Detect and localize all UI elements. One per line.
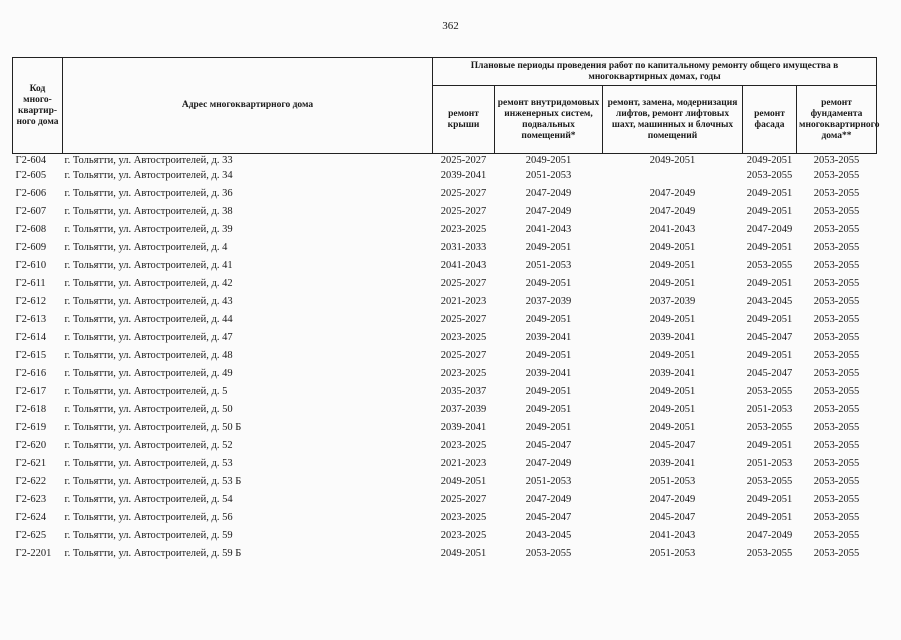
- cell-lift-period: 2049-2051: [649, 314, 696, 325]
- cell-roof-period: 2025-2027: [440, 206, 487, 217]
- cell-facade-period: 2045-2047: [746, 368, 793, 379]
- cell-lift-period: 2045-2047: [649, 440, 696, 451]
- cell-address: г. Тольятти, ул. Автостроителей, д. 59 Б: [64, 548, 242, 559]
- cell-foundation-period: 2053-2055: [813, 260, 860, 271]
- cell-lift-period: 2047-2049: [649, 206, 696, 217]
- cell-lift-period: 2049-2051: [649, 260, 696, 271]
- cell-foundation-period: 2053-2055: [813, 440, 860, 451]
- cell-engineering-period: 2047-2049: [525, 206, 572, 217]
- cell-address: г. Тольятти, ул. Автостроителей, д. 59: [64, 530, 233, 541]
- cell-engineering-period: 2049-2051: [525, 278, 572, 289]
- cell-lift-period: 2045-2047: [649, 512, 696, 523]
- cell-foundation-period: 2053-2055: [813, 458, 860, 469]
- header-lift-repair: ремонт, замена, модернизация лифтов, ремонт лифтовых шахт, машинных и блочных помещений: [603, 86, 743, 154]
- table-row: [13, 239, 877, 257]
- cell-engineering-period: 2047-2049: [525, 458, 572, 469]
- capital-repair-table: [12, 57, 880, 563]
- cell-address: г. Тольятти, ул. Автостроителей, д. 42: [64, 278, 233, 289]
- table-row: [13, 401, 877, 419]
- cell-foundation-period: 2053-2055: [813, 314, 860, 325]
- cell-roof-period: 2023-2025: [440, 332, 487, 343]
- cell-roof-period: 2025-2027: [440, 155, 487, 166]
- cell-roof-period: 2023-2025: [440, 530, 487, 541]
- table-row: [13, 455, 877, 473]
- table-row: [13, 509, 877, 527]
- cell-foundation-period: 2053-2055: [813, 350, 860, 361]
- cell-building-code: Г2-625: [15, 530, 47, 541]
- table-row: [13, 491, 877, 509]
- cell-address: г. Тольятти, ул. Автостроителей, д. 34: [64, 170, 233, 181]
- cell-foundation-period: 2053-2055: [813, 494, 860, 505]
- table-header: [13, 58, 880, 154]
- cell-engineering-period: 2049-2051: [525, 242, 572, 253]
- cell-facade-period: 2051-2053: [746, 404, 793, 415]
- cell-roof-period: 2049-2051: [440, 548, 487, 559]
- cell-address: г. Тольятти, ул. Автостроителей, д. 33: [64, 155, 233, 166]
- cell-engineering-period: 2053-2055: [525, 548, 572, 559]
- cell-engineering-period: 2049-2051: [525, 404, 572, 415]
- cell-foundation-period: 2053-2055: [813, 206, 860, 217]
- cell-roof-period: 2025-2027: [440, 350, 487, 361]
- cell-engineering-period: 2049-2051: [525, 386, 572, 397]
- cell-foundation-period: 2053-2055: [813, 242, 860, 253]
- cell-address: г. Тольятти, ул. Автостроителей, д. 5: [64, 386, 228, 397]
- cell-roof-period: 2035-2037: [440, 386, 487, 397]
- cell-engineering-period: 2047-2049: [525, 188, 572, 199]
- cell-facade-period: 2049-2051: [746, 314, 793, 325]
- page-number: 362: [442, 20, 459, 32]
- cell-roof-period: 2025-2027: [440, 188, 487, 199]
- cell-engineering-period: 2045-2047: [525, 440, 572, 451]
- cell-engineering-period: 2051-2053: [525, 476, 572, 487]
- cell-lift-period: 2051-2053: [649, 476, 696, 487]
- cell-engineering-period: 2049-2051: [525, 422, 572, 433]
- cell-address: г. Тольятти, ул. Автостроителей, д. 52: [64, 440, 233, 451]
- cell-facade-period: 2047-2049: [746, 530, 793, 541]
- cell-address: г. Тольятти, ул. Автостроителей, д. 36: [64, 188, 233, 199]
- table-row: [13, 203, 877, 221]
- cell-engineering-period: 2039-2041: [525, 368, 572, 379]
- cell-roof-period: 2023-2025: [440, 440, 487, 451]
- cell-foundation-period: 2053-2055: [813, 332, 860, 343]
- cell-building-code: Г2-612: [15, 296, 47, 307]
- cell-building-code: Г2-613: [15, 314, 47, 325]
- cell-engineering-period: 2039-2041: [525, 332, 572, 343]
- cell-building-code: Г2-620: [15, 440, 47, 451]
- cell-address: г. Тольятти, ул. Автостроителей, д. 53 Б: [64, 476, 242, 487]
- header-facade-repair: ремонт фасада: [743, 86, 797, 154]
- cell-facade-period: 2049-2051: [746, 494, 793, 505]
- cell-lift-period: 2049-2051: [649, 350, 696, 361]
- cell-building-code: Г2-622: [15, 476, 47, 487]
- cell-lift-period: 2049-2051: [649, 242, 696, 253]
- cell-facade-period: 2049-2051: [746, 512, 793, 523]
- table-body: [13, 154, 877, 564]
- table-row: [13, 221, 877, 239]
- cell-facade-period: 2049-2051: [746, 350, 793, 361]
- cell-facade-period: 2049-2051: [746, 155, 793, 166]
- cell-lift-period: 2049-2051: [649, 386, 696, 397]
- cell-engineering-period: 2049-2051: [525, 155, 572, 166]
- header-building-code: Код много-квартир-ного дома: [13, 58, 63, 154]
- cell-building-code: Г2-2201: [15, 548, 52, 559]
- cell-facade-period: 2047-2049: [746, 224, 793, 235]
- table-row: [13, 419, 877, 437]
- table-row: [13, 167, 877, 185]
- cell-roof-period: 2039-2041: [440, 170, 487, 181]
- cell-address: г. Тольятти, ул. Автостроителей, д. 48: [64, 350, 233, 361]
- header-roof-repair: ремонт крыши: [433, 86, 495, 154]
- cell-engineering-period: 2049-2051: [525, 350, 572, 361]
- cell-facade-period: 2051-2053: [746, 458, 793, 469]
- cell-address: г. Тольятти, ул. Автостроителей, д. 50: [64, 404, 233, 415]
- cell-lift-period: 2049-2051: [649, 422, 696, 433]
- cell-foundation-period: 2053-2055: [813, 530, 860, 541]
- cell-address: г. Тольятти, ул. Автостроителей, д. 38: [64, 206, 233, 217]
- cell-building-code: Г2-615: [15, 350, 47, 361]
- header-address: Адрес многоквартирного дома: [63, 58, 433, 154]
- table-row: [13, 437, 877, 455]
- table-row: [13, 365, 877, 383]
- table-row: [13, 383, 877, 401]
- cell-address: г. Тольятти, ул. Автостроителей, д. 53: [64, 458, 233, 469]
- cell-roof-period: 2025-2027: [440, 314, 487, 325]
- header-foundation-repair: ремонт фундамента многоквартирного дома**: [797, 86, 877, 154]
- cell-address: г. Тольятти, ул. Автостроителей, д. 41: [64, 260, 233, 271]
- cell-foundation-period: 2053-2055: [813, 404, 860, 415]
- cell-lift-period: 2041-2043: [649, 224, 696, 235]
- cell-facade-period: 2049-2051: [746, 188, 793, 199]
- table-row: [13, 275, 877, 293]
- cell-lift-period: 2049-2051: [649, 278, 696, 289]
- cell-foundation-period: 2053-2055: [813, 170, 860, 181]
- cell-address: г. Тольятти, ул. Автостроителей, д. 39: [64, 224, 233, 235]
- cell-lift-period: 2039-2041: [649, 458, 696, 469]
- cell-roof-period: 2025-2027: [440, 278, 487, 289]
- cell-facade-period: 2053-2055: [746, 170, 793, 181]
- cell-roof-period: 2049-2051: [440, 476, 487, 487]
- cell-building-code: Г2-614: [15, 332, 47, 343]
- cell-roof-period: 2031-2033: [440, 242, 487, 253]
- cell-foundation-period: 2053-2055: [813, 512, 860, 523]
- cell-foundation-period: 2053-2055: [813, 422, 860, 433]
- table-row: [13, 473, 877, 491]
- table-row: [13, 545, 877, 563]
- cell-building-code: Г2-610: [15, 260, 47, 271]
- cell-facade-period: 2043-2045: [746, 296, 793, 307]
- cell-lift-period: 2037-2039: [649, 296, 696, 307]
- cell-facade-period: 2053-2055: [746, 422, 793, 433]
- cell-engineering-period: 2041-2043: [525, 224, 572, 235]
- cell-foundation-period: 2053-2055: [813, 224, 860, 235]
- cell-lift-period: 2047-2049: [649, 494, 696, 505]
- cell-building-code: Г2-604: [15, 155, 47, 166]
- cell-building-code: Г2-608: [15, 224, 47, 235]
- cell-lift-period: 2049-2051: [649, 155, 696, 166]
- table-row: [13, 329, 877, 347]
- table-row: [13, 185, 877, 203]
- cell-building-code: Г2-618: [15, 404, 47, 415]
- cell-roof-period: 2023-2025: [440, 368, 487, 379]
- cell-lift-period: 2039-2041: [649, 368, 696, 379]
- cell-facade-period: 2049-2051: [746, 278, 793, 289]
- cell-foundation-period: 2053-2055: [813, 188, 860, 199]
- cell-building-code: Г2-606: [15, 188, 47, 199]
- table-row: [13, 293, 877, 311]
- cell-engineering-period: 2037-2039: [525, 296, 572, 307]
- cell-address: г. Тольятти, ул. Автостроителей, д. 56: [64, 512, 233, 523]
- cell-lift-period: 2047-2049: [649, 188, 696, 199]
- table-row: [13, 347, 877, 365]
- cell-facade-period: 2049-2051: [746, 440, 793, 451]
- cell-building-code: Г2-619: [15, 422, 47, 433]
- cell-engineering-period: 2043-2045: [525, 530, 572, 541]
- cell-roof-period: 2039-2041: [440, 422, 487, 433]
- cell-lift-period: 2041-2043: [649, 530, 696, 541]
- cell-building-code: Г2-609: [15, 242, 47, 253]
- cell-engineering-period: 2049-2051: [525, 314, 572, 325]
- cell-roof-period: 2021-2023: [440, 458, 487, 469]
- cell-roof-period: 2023-2025: [440, 224, 487, 235]
- cell-roof-period: 2025-2027: [440, 494, 487, 505]
- cell-facade-period: 2053-2055: [746, 260, 793, 271]
- cell-foundation-period: 2053-2055: [813, 368, 860, 379]
- cell-facade-period: 2053-2055: [746, 548, 793, 559]
- table-row: [13, 311, 877, 329]
- cell-address: г. Тольятти, ул. Автостроителей, д. 4: [64, 242, 228, 253]
- cell-address: г. Тольятти, ул. Автостроителей, д. 54: [64, 494, 233, 505]
- cell-lift-period: [603, 167, 743, 185]
- table-row: [13, 154, 877, 168]
- cell-foundation-period: 2053-2055: [813, 278, 860, 289]
- cell-lift-period: 2039-2041: [649, 332, 696, 343]
- cell-engineering-period: 2051-2053: [525, 170, 572, 181]
- cell-address: г. Тольятти, ул. Автостроителей, д. 44: [64, 314, 233, 325]
- cell-building-code: Г2-617: [15, 386, 47, 397]
- cell-foundation-period: 2053-2055: [813, 476, 860, 487]
- cell-building-code: Г2-616: [15, 368, 47, 379]
- header-planned-periods: Плановые периоды проведения работ по капитальному ремонту общего имущества в многоквартирных домах, годы: [433, 58, 877, 86]
- cell-address: г. Тольятти, ул. Автостроителей, д. 50 Б: [64, 422, 242, 433]
- cell-foundation-period: 2053-2055: [813, 155, 860, 166]
- cell-engineering-period: 2051-2053: [525, 260, 572, 271]
- cell-roof-period: 2041-2043: [440, 260, 487, 271]
- cell-building-code: Г2-605: [15, 170, 47, 181]
- cell-building-code: Г2-623: [15, 494, 47, 505]
- cell-foundation-period: 2053-2055: [813, 296, 860, 307]
- cell-foundation-period: 2053-2055: [813, 548, 860, 559]
- cell-engineering-period: 2047-2049: [525, 494, 572, 505]
- cell-building-code: Г2-607: [15, 206, 47, 217]
- cell-lift-period: 2051-2053: [649, 548, 696, 559]
- cell-roof-period: 2037-2039: [440, 404, 487, 415]
- header-engineering-repair: ремонт внутридомовых инженерных систем, подвальных помещений*: [495, 86, 603, 154]
- cell-facade-period: 2049-2051: [746, 242, 793, 253]
- table-row: [13, 257, 877, 275]
- cell-building-code: Г2-611: [15, 278, 46, 289]
- cell-address: г. Тольятти, ул. Автостроителей, д. 43: [64, 296, 233, 307]
- cell-roof-period: 2023-2025: [440, 512, 487, 523]
- cell-building-code: Г2-621: [15, 458, 47, 469]
- cell-facade-period: 2053-2055: [746, 386, 793, 397]
- cell-facade-period: 2049-2051: [746, 206, 793, 217]
- cell-lift-period: 2049-2051: [649, 404, 696, 415]
- cell-building-code: Г2-624: [15, 512, 47, 523]
- cell-foundation-period: 2053-2055: [813, 386, 860, 397]
- cell-roof-period: 2021-2023: [440, 296, 487, 307]
- cell-address: г. Тольятти, ул. Автостроителей, д. 47: [64, 332, 233, 343]
- cell-facade-period: 2045-2047: [746, 332, 793, 343]
- cell-facade-period: 2053-2055: [746, 476, 793, 487]
- cell-address: г. Тольятти, ул. Автостроителей, д. 49: [64, 368, 233, 379]
- table-row: [13, 527, 877, 545]
- cell-engineering-period: 2045-2047: [525, 512, 572, 523]
